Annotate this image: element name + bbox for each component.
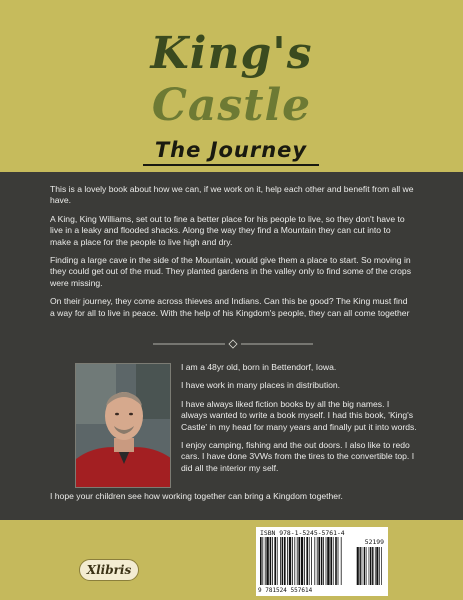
back-cover-panel — [0, 172, 463, 520]
bio-paragraph-2: I have work in many places in distribution. — [181, 380, 341, 391]
title-kings: King's — [150, 28, 313, 79]
barcode-bars — [260, 537, 384, 587]
isbn-text: ISBN 978-1-5245-5761-4 — [260, 529, 345, 537]
price-code: 52199 — [364, 538, 384, 546]
bio-paragraph-3: I have always liked fiction books by all the big names. I always wanted to write a book myself. I had this book, 'King's Castle' in my head for many years and finally put it into words. — [181, 398, 417, 432]
subtitle-underline — [143, 164, 319, 166]
publisher-logo: Xlibris — [79, 559, 139, 581]
description-paragraph-3: Finding a large cave in the side of the Mountain, would give them a place to start. So moving in they could get out of the mud. They planted gardens in the valley only to find some of the crops were missing. — [50, 255, 412, 288]
bio-paragraph-4: I enjoy camping, fishing and the out doors. I also like to redo cars. I have done 3VWs from the tires to the convertible top. I did all the interior my self. — [181, 440, 415, 473]
cover-bottom — [0, 520, 463, 600]
book-description — [50, 184, 414, 326]
author-photo — [75, 363, 171, 488]
title-castle: Castle — [151, 80, 312, 131]
bio-closing: I hope your children see how working together can bring a Kingdom together. — [50, 491, 343, 501]
bio-paragraph-1: I am a 48yr old, born in Bettendorf, Iowa. — [181, 362, 337, 372]
subtitle-the-journey: The Journey — [154, 138, 308, 162]
description-paragraph-1: This is a lovely book about how we can, if we work on it, help each other and benefit from all we have. — [50, 184, 414, 206]
barcode-digits: 9 781524 557614 — [258, 587, 313, 594]
description-paragraph-4: On their journey, they come across thieves and Indians. Can this be good? The King must find a way for all to live in peace. With the help of his Kingdom's people, they can all come together — [50, 296, 410, 318]
ornament-divider — [153, 339, 313, 349]
barcode-box — [256, 527, 388, 596]
author-bio — [181, 362, 417, 481]
description-paragraph-2: A King, King Williams, set out to fine a better place for his people to live, so they don't have to live in a leaky and flooded shacks. Along the way they find a Mountain they can cut into to make a place for the people to live high and dry. — [50, 213, 405, 247]
cover-top — [0, 0, 463, 172]
